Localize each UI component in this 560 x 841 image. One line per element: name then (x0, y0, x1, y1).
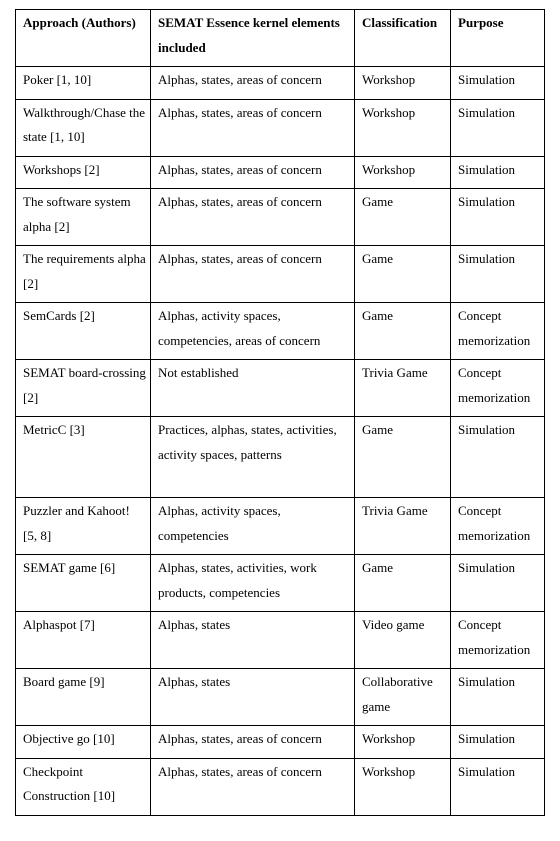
cell-approach: Board game [9] (16, 669, 151, 726)
table-row (16, 246, 545, 303)
table-row (16, 99, 545, 156)
cell-purpose: Simulation (451, 99, 545, 156)
cell-purpose: Simulation (451, 67, 545, 100)
cell-approach: The software system alpha [2] (16, 189, 151, 246)
cell-kernel-elements: Not established (151, 360, 355, 417)
cell-classification: Trivia Game (355, 360, 451, 417)
cell-classification: Game (355, 555, 451, 612)
cell-approach: Alphaspot [7] (16, 612, 151, 669)
table-row (16, 303, 545, 360)
cell-kernel-elements: Alphas, states, areas of concern (151, 726, 355, 759)
cell-purpose: Simulation (451, 417, 545, 498)
table-row (16, 555, 545, 612)
cell-approach: MetricC [3] (16, 417, 151, 498)
table-row (16, 360, 545, 417)
cell-kernel-elements: Alphas, activity spaces, competencies (151, 498, 355, 555)
cell-purpose: Simulation (451, 758, 545, 815)
table-row (16, 669, 545, 726)
cell-approach: SEMAT game [6] (16, 555, 151, 612)
cell-approach: The requirements alpha [2] (16, 246, 151, 303)
cell-kernel-elements: Alphas, activity spaces, competencies, areas of concern (151, 303, 355, 360)
table-row (16, 189, 545, 246)
cell-classification: Video game (355, 612, 451, 669)
cell-classification: Game (355, 189, 451, 246)
cell-classification: Collaborative game (355, 669, 451, 726)
header-purpose: Purpose (451, 10, 545, 67)
cell-classification: Game (355, 303, 451, 360)
cell-kernel-elements: Alphas, states, areas of concern (151, 189, 355, 246)
cell-classification: Game (355, 417, 451, 498)
cell-approach: Checkpoint Construction [10] (16, 758, 151, 815)
cell-kernel-elements: Practices, alphas, states, activities, activity spaces, patterns (151, 417, 355, 498)
cell-kernel-elements: Alphas, states, areas of concern (151, 99, 355, 156)
cell-purpose: Concept memorization (451, 612, 545, 669)
table-row (16, 758, 545, 815)
cell-classification: Workshop (355, 726, 451, 759)
cell-purpose: Simulation (451, 156, 545, 189)
cell-kernel-elements: Alphas, states, areas of concern (151, 246, 355, 303)
cell-classification: Trivia Game (355, 498, 451, 555)
cell-approach: Objective go [10] (16, 726, 151, 759)
approach-table (15, 9, 545, 816)
table-row (16, 417, 545, 498)
cell-kernel-elements: Alphas, states (151, 612, 355, 669)
cell-purpose: Concept memorization (451, 498, 545, 555)
cell-purpose: Simulation (451, 726, 545, 759)
table-row (16, 67, 545, 100)
cell-approach: Workshops [2] (16, 156, 151, 189)
cell-purpose: Simulation (451, 189, 545, 246)
cell-purpose: Simulation (451, 669, 545, 726)
table-row (16, 498, 545, 555)
header-classification: Classification (355, 10, 451, 67)
cell-approach: SEMAT board-crossing [2] (16, 360, 151, 417)
cell-classification: Workshop (355, 67, 451, 100)
cell-purpose: Simulation (451, 555, 545, 612)
table-header-row (16, 10, 545, 67)
cell-kernel-elements: Alphas, states, areas of concern (151, 758, 355, 815)
cell-approach: SemCards [2] (16, 303, 151, 360)
header-kernel-elements: SEMAT Essence kernel elements included (151, 10, 355, 67)
cell-classification: Workshop (355, 156, 451, 189)
cell-kernel-elements: Alphas, states, areas of concern (151, 67, 355, 100)
cell-purpose: Simulation (451, 246, 545, 303)
cell-classification: Workshop (355, 99, 451, 156)
cell-kernel-elements: Alphas, states, areas of concern (151, 156, 355, 189)
table-row (16, 612, 545, 669)
cell-purpose: Concept memorization (451, 360, 545, 417)
header-approach: Approach (Authors) (16, 10, 151, 67)
table-row (16, 156, 545, 189)
cell-kernel-elements: Alphas, states, activities, work products, competencies (151, 555, 355, 612)
cell-approach: Puzzler and Kahoot! [5, 8] (16, 498, 151, 555)
cell-approach: Poker [1, 10] (16, 67, 151, 100)
cell-classification: Workshop (355, 758, 451, 815)
cell-approach: Walkthrough/Chase the state [1, 10] (16, 99, 151, 156)
table-row (16, 726, 545, 759)
cell-kernel-elements: Alphas, states (151, 669, 355, 726)
cell-purpose: Concept memorization (451, 303, 545, 360)
cell-classification: Game (355, 246, 451, 303)
